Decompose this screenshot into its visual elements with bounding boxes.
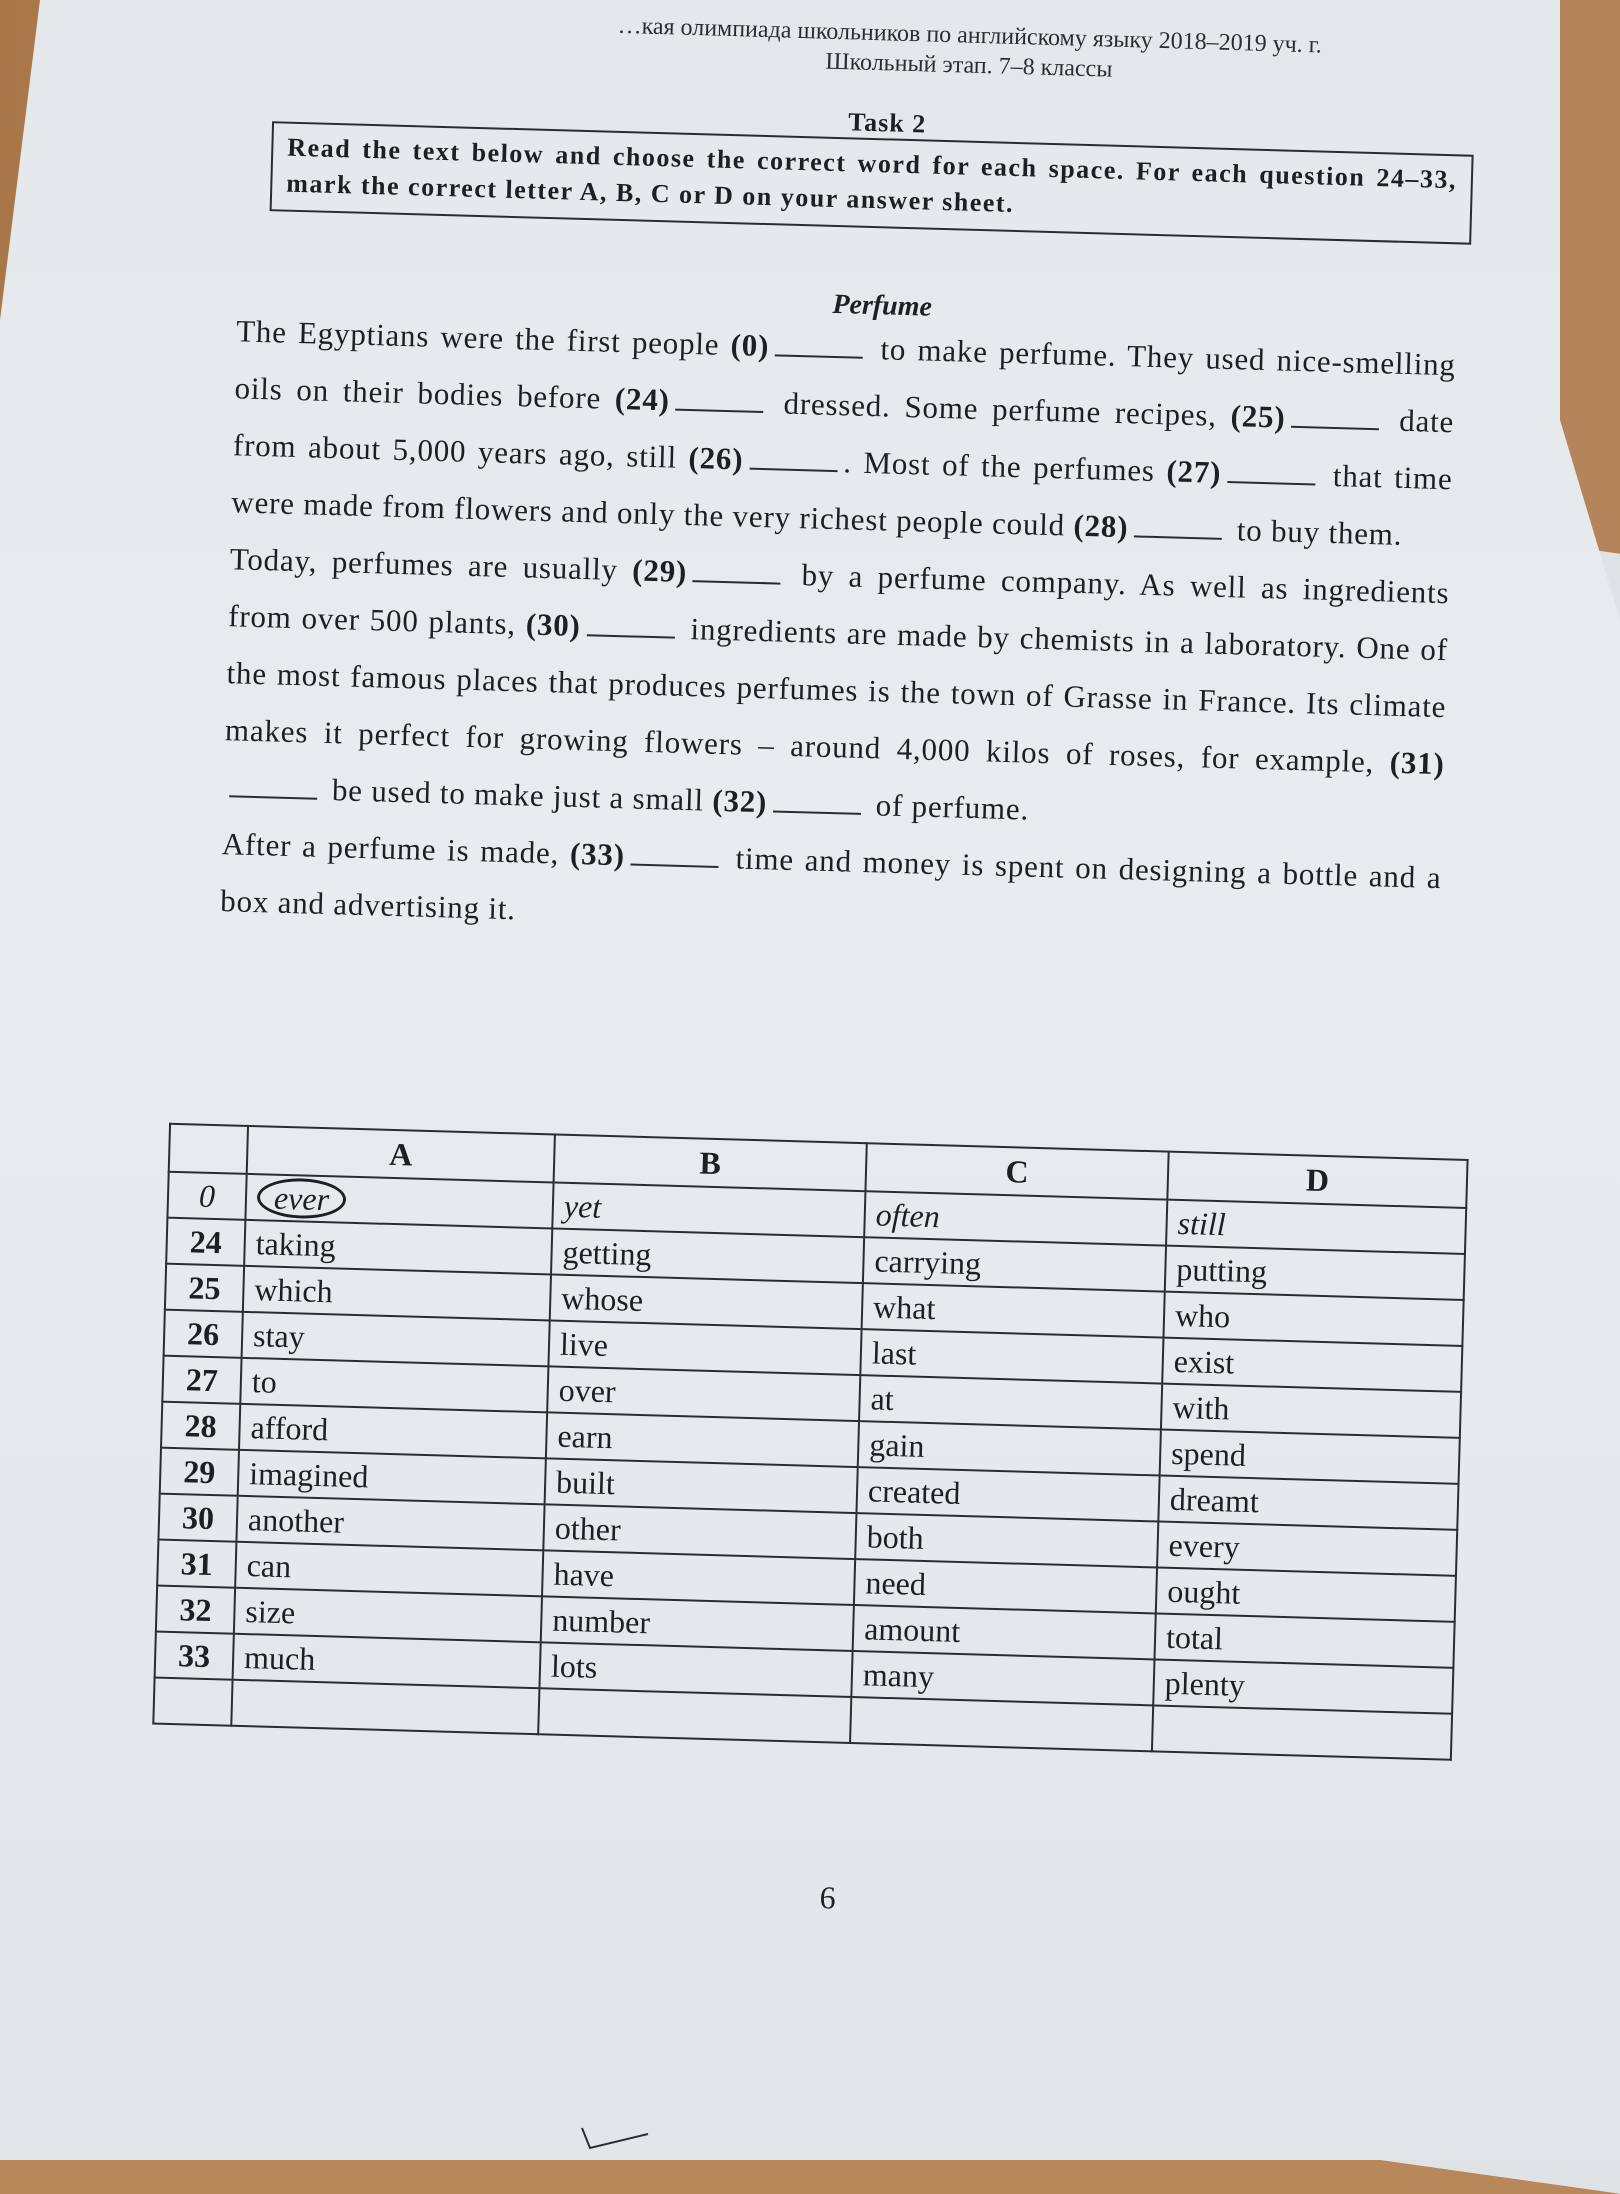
passage-text: of perfume. <box>875 787 1030 827</box>
passage-paragraph-2 <box>223 530 1450 849</box>
gap-number: (33) <box>569 835 626 873</box>
task-title: Task 2 <box>847 107 927 139</box>
pen-mark <box>580 2120 650 2150</box>
option-b: getting <box>551 1228 864 1283</box>
header-line-2: Школьный этап. 7–8 классы <box>825 48 1113 83</box>
question-number: 31 <box>157 1540 236 1588</box>
option-c: created <box>856 1467 1159 1521</box>
option-b: whose <box>550 1274 863 1329</box>
option-c: amount <box>853 1605 1156 1659</box>
gap-number: (0) <box>730 327 770 364</box>
question-number: 27 <box>162 1356 241 1404</box>
answer-gap <box>773 790 862 814</box>
gap-number: (31) <box>1389 744 1446 782</box>
option-a: stay <box>242 1312 550 1367</box>
question-number: 26 <box>164 1310 243 1358</box>
passage-text: be used to make just a small <box>331 772 705 818</box>
option-a: imagined <box>238 1450 546 1505</box>
answer-gap <box>631 844 720 868</box>
question-number: 30 <box>158 1494 237 1542</box>
column-header-number <box>169 1124 248 1174</box>
passage-text: to make perfume. They used nice-smelling oils on their bodies before <box>234 331 1457 416</box>
column-header-b: B <box>554 1134 867 1191</box>
option-a <box>231 1680 539 1735</box>
option-d: ought <box>1156 1567 1456 1621</box>
circled-answer: ever <box>256 1177 346 1219</box>
option-c: carrying <box>863 1237 1166 1291</box>
passage-text: After a perfume is made, <box>221 826 560 871</box>
header-line-1: …кая олимпиада школьников по английскому языку 2018–2019 уч. г. <box>617 12 1323 59</box>
option-b: yet <box>552 1182 865 1237</box>
option-b: live <box>548 1320 861 1375</box>
question-number: 25 <box>165 1264 244 1312</box>
option-d: exist <box>1162 1338 1462 1392</box>
option-a: afford <box>239 1404 547 1459</box>
column-header-c: C <box>865 1143 1168 1199</box>
question-number: 32 <box>156 1586 235 1634</box>
option-a: another <box>236 1496 544 1551</box>
question-number: 28 <box>161 1402 240 1450</box>
option-d: putting <box>1165 1246 1465 1300</box>
option-d: dreamt <box>1158 1476 1458 1530</box>
option-b: have <box>542 1550 855 1605</box>
gap-number: (29) <box>631 552 688 589</box>
option-c <box>850 1697 1153 1751</box>
question-number: 33 <box>155 1632 234 1680</box>
passage-text: that time were made from flowers and only the very richest people could <box>230 457 1454 543</box>
gap-number: (27) <box>1165 453 1222 490</box>
answer-options-table <box>152 1123 1468 1761</box>
reading-passage <box>220 302 1457 963</box>
gap-number: (24) <box>614 380 671 418</box>
option-a: taking <box>244 1220 552 1275</box>
option-d: with <box>1161 1384 1461 1438</box>
option-b: other <box>543 1504 856 1559</box>
gap-number: (30) <box>525 606 582 644</box>
option-c: at <box>859 1375 1162 1429</box>
passage-text: time and money is spent on designing a bottle and a box and advertising it. <box>219 840 1442 927</box>
option-c: last <box>860 1329 1163 1383</box>
option-b: lots <box>539 1642 852 1697</box>
olympiad-header <box>559 9 1380 92</box>
option-a: size <box>234 1588 542 1643</box>
option-d: total <box>1154 1613 1454 1667</box>
question-number: 0 <box>167 1172 246 1220</box>
answer-gap <box>586 614 675 638</box>
option-c: gain <box>858 1421 1161 1475</box>
gap-number: (28) <box>1073 507 1129 545</box>
option-b: over <box>547 1366 860 1421</box>
passage-text: by a perfume company. As well as ingredients from over 500 plants, <box>227 557 1450 642</box>
option-a: to <box>240 1358 548 1413</box>
passage-text: ingredients are made by chemists in a laboratory. One of the most famous places that produces perfumes is the town of Grasse in France. Its climate makes it perfect for growing flowers – around 4,000 kilos of roses, for example, <box>224 611 1449 780</box>
option-d: still <box>1166 1200 1466 1254</box>
answer-gap <box>693 560 782 584</box>
text-title: Perfume <box>832 288 933 323</box>
option-d <box>1152 1705 1452 1759</box>
option-d: spend <box>1160 1430 1460 1484</box>
question-number: 29 <box>160 1448 239 1496</box>
option-a: can <box>235 1542 543 1597</box>
gap-number: (26) <box>688 439 744 477</box>
answer-gap <box>1291 406 1380 430</box>
option-d: who <box>1163 1292 1463 1346</box>
option-a: much <box>233 1634 541 1689</box>
option-c: many <box>851 1651 1154 1705</box>
option-b: built <box>545 1458 858 1513</box>
instructions-box: Read the text below and choose the correct word for each space. For each question 24–33, mark the correct letter A, B, C or D on your answer sheet. <box>270 121 1474 245</box>
option-c: need <box>854 1559 1157 1613</box>
option-c: both <box>855 1513 1158 1567</box>
question-number <box>153 1678 232 1726</box>
answer-gap <box>749 448 838 472</box>
option-a: which <box>243 1266 551 1321</box>
passage-text: to buy them. <box>1236 512 1403 552</box>
answer-gap <box>675 389 764 413</box>
page-number: 6 <box>819 1879 837 1916</box>
passage-text: Today, perfumes are usually <box>229 541 619 588</box>
gap-number: (25) <box>1230 398 1286 435</box>
passage-text: date from about 5,000 years ago, still <box>232 402 1455 475</box>
gap-number: (32) <box>711 782 768 820</box>
option-b: number <box>541 1596 854 1651</box>
option-c: what <box>862 1283 1165 1337</box>
question-number: 24 <box>166 1218 245 1266</box>
option-d: plenty <box>1153 1659 1453 1713</box>
passage-paragraph-1 <box>231 302 1457 564</box>
answer-gap <box>775 334 864 358</box>
column-header-a: A <box>247 1126 555 1183</box>
option-c: often <box>864 1191 1167 1245</box>
answer-gap <box>1227 461 1316 485</box>
passage-text: The Egyptians were the first people <box>235 313 720 362</box>
passage-text: . Most of the perfumes <box>842 444 1156 488</box>
answer-gap <box>1134 515 1223 539</box>
passage-text: dressed. Some perfume recipes, <box>783 385 1218 433</box>
answer-gap <box>229 775 318 799</box>
option-d: every <box>1157 1521 1457 1575</box>
option-b: earn <box>546 1412 859 1467</box>
option-b <box>538 1688 851 1743</box>
column-header-d: D <box>1167 1152 1467 1208</box>
